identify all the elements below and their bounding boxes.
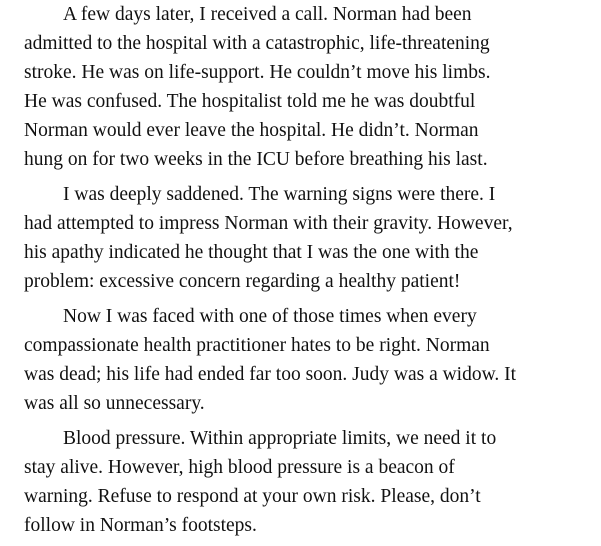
- text-line: was dead; his life had ended far too soon. Judy was a widow. It: [24, 364, 517, 385]
- text-line: was all so unnecessary.: [24, 393, 205, 414]
- text-line: his apathy indicated he thought that I was the one with the: [24, 242, 479, 263]
- paragraph-1: [24, 0, 584, 174]
- paragraph-4: [24, 424, 584, 540]
- text-line: He was confused. The hospitalist told me he was doubtful: [24, 91, 476, 112]
- text-line: had attempted to impress Norman with their gravity. However,: [24, 213, 513, 234]
- text-line: follow in Norman’s footsteps.: [24, 515, 257, 536]
- text-line: stay alive. However, high blood pressure is a beacon of: [24, 457, 455, 478]
- text-line: Norman would ever leave the hospital. He didn’t. Norman: [24, 120, 479, 141]
- text-line: hung on for two weeks in the ICU before breathing his last.: [24, 149, 488, 170]
- text-line: stroke. He was on life-support. He couldn’t move his limbs.: [24, 62, 491, 83]
- text-line: compassionate health practitioner hates to be right. Norman: [24, 335, 490, 356]
- paragraph-3: [24, 302, 584, 418]
- text-line: warning. Refuse to respond at your own risk. Please, don’t: [24, 486, 481, 507]
- text-line: Now I was faced with one of those times when every: [63, 306, 477, 327]
- text-line: problem: excessive concern regarding a healthy patient!: [24, 271, 461, 292]
- text-line: admitted to the hospital with a catastrophic, life-threatening: [24, 33, 490, 54]
- paragraph-2: [24, 180, 584, 296]
- text-line: A few days later, I received a call. Norman had been: [63, 4, 472, 25]
- text-line: Blood pressure. Within appropriate limits, we need it to: [63, 428, 497, 449]
- document-page: [24, 0, 584, 546]
- text-line: I was deeply saddened. The warning signs were there. I: [63, 184, 496, 205]
